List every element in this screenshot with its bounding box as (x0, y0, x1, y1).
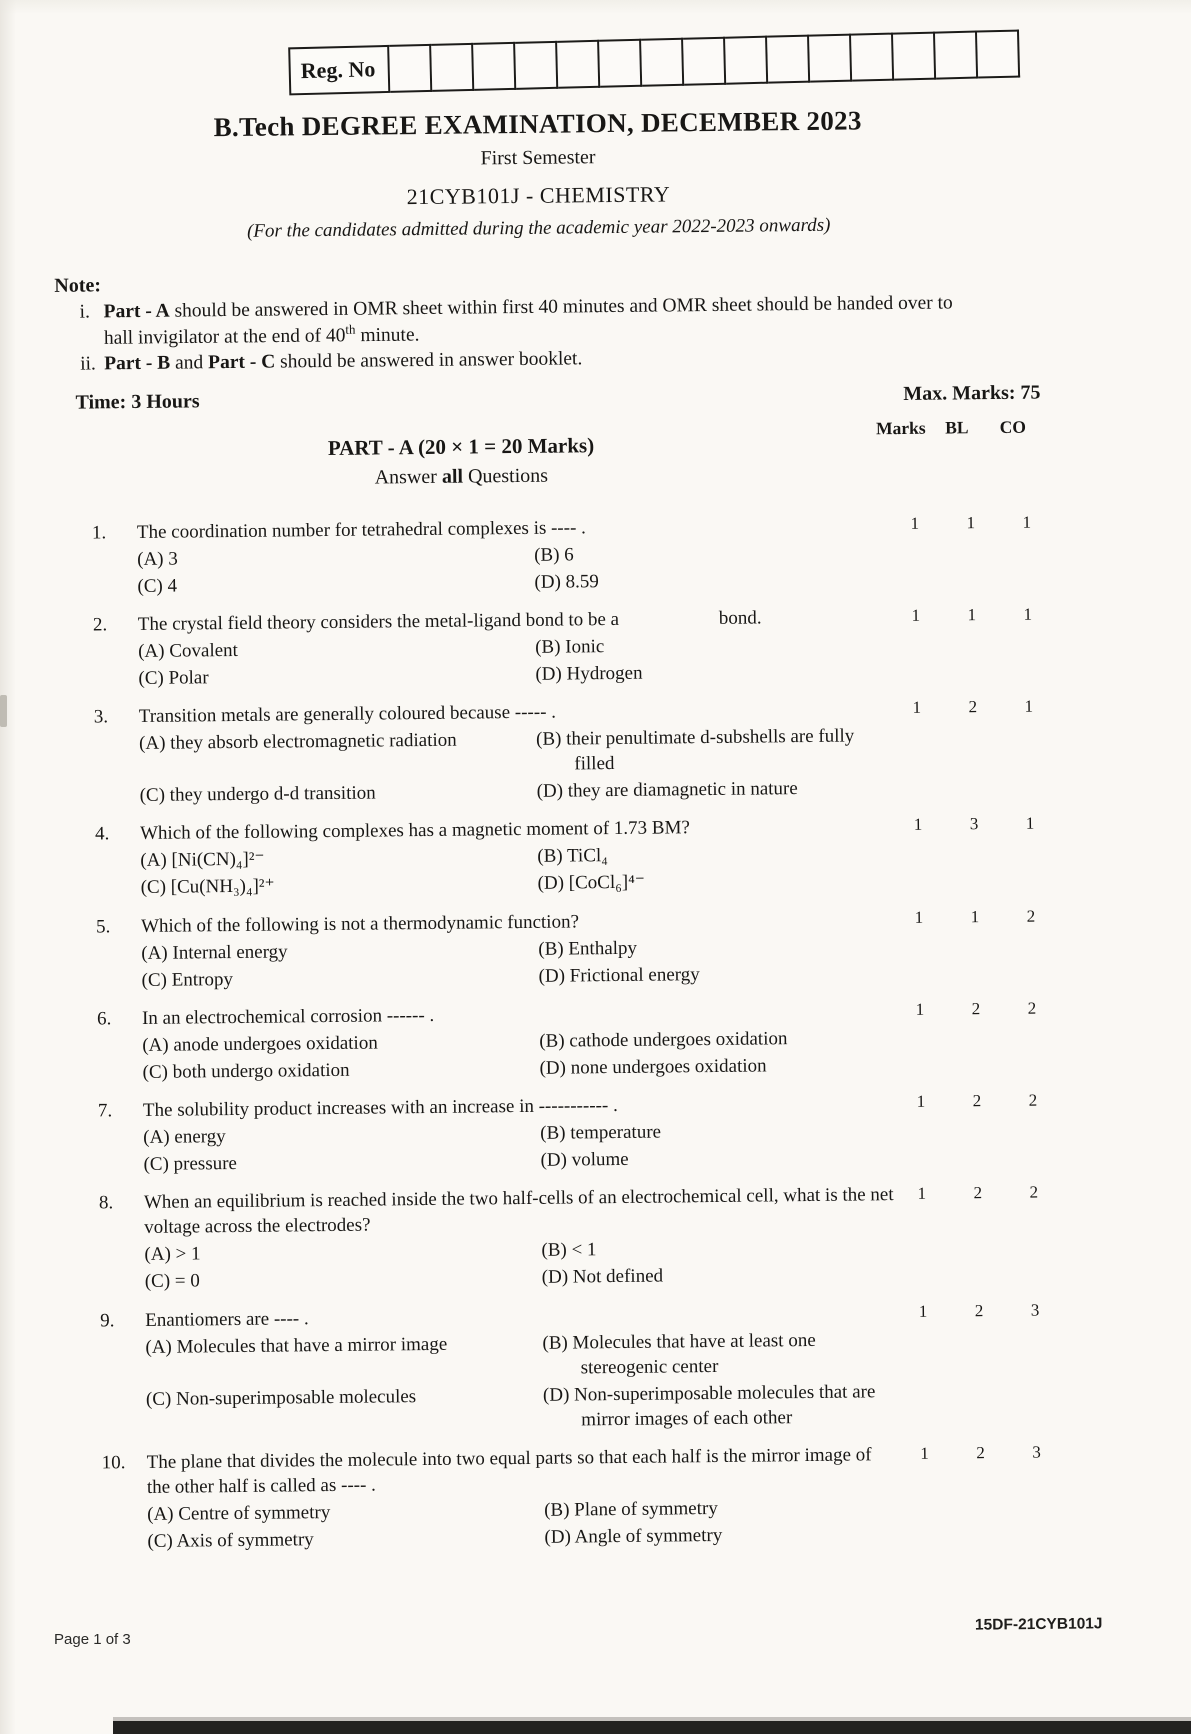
question-number: 1. (91, 521, 107, 543)
question-co: 1 (1024, 696, 1034, 716)
question-co: 2 (1028, 1090, 1038, 1110)
question-co: 3 (1032, 1442, 1041, 1462)
question-mark-values (887, 510, 1055, 535)
bl-col-header: BL (945, 416, 969, 438)
question-options (137, 539, 888, 599)
question-text: Enantiomers are ---- . (145, 1307, 309, 1331)
question-option: (D) none undergoes oxidation (539, 1055, 767, 1079)
question-row (3, 602, 1084, 693)
page-number: Page 1 of 3 (54, 1631, 131, 1648)
question-co: 1 (1025, 813, 1035, 834)
question-option: (C) they undergo d-d transition (139, 782, 376, 807)
question-option: (A) 3 (137, 548, 178, 570)
question-option: (A) Covalent (138, 639, 238, 662)
reg-number-cell (599, 39, 642, 88)
question-bl: 2 (972, 1091, 982, 1111)
co-col-header: CO (999, 416, 1027, 437)
question-body (145, 1300, 896, 1437)
question-marks: 1 (920, 1443, 929, 1463)
question-mark-values (889, 694, 1057, 719)
question-co: 2 (1026, 906, 1036, 926)
note-item-i (79, 290, 979, 352)
question-row (2, 510, 1083, 601)
question-number: 4. (94, 823, 110, 845)
question-bl: 3 (969, 814, 979, 834)
question-option: (A) Molecules that have a mirror image (145, 1333, 448, 1358)
question-number: 3. (93, 706, 109, 728)
question-row (7, 996, 1088, 1087)
question-text: Which of the following is not a thermodynamic function? (140, 910, 580, 937)
question-marks: 1 (917, 1184, 927, 1204)
question-mark-values (891, 904, 1059, 929)
scan-edge-artifact (113, 1721, 1191, 1734)
question-option: (A) Internal energy (141, 941, 288, 964)
question-mark-values (892, 996, 1060, 1021)
question-text: The crystal field theory considers the metal-ligand bond to be a bond. (137, 607, 762, 635)
question-body (144, 1182, 895, 1294)
note-item-ii-number: ii. (80, 353, 96, 375)
course-title: 21CYB101J - CHEMISTRY (406, 181, 671, 210)
reg-number-cell (809, 34, 852, 83)
semester-subtitle: First Semester (480, 146, 596, 170)
question-number: 7. (97, 1100, 113, 1122)
note-label: Note: (54, 274, 102, 297)
reg-number-cell (431, 43, 474, 92)
question-row (9, 1180, 1090, 1296)
question-co: 2 (1029, 1182, 1039, 1202)
note-item-i-number: i. (79, 301, 91, 323)
question-option: (C) [Cu(NH₃)₄]²⁺ (140, 876, 275, 899)
question-bl: 2 (974, 1300, 984, 1320)
reg-number-grid (288, 28, 1077, 95)
question-marks: 1 (915, 999, 925, 1019)
question-option: (B) cathode undergoes oxidation (539, 1028, 788, 1052)
reg-number-cell (641, 38, 684, 87)
question-mark-values (894, 1181, 1062, 1206)
question-bl: 2 (968, 697, 978, 717)
question-options (141, 933, 892, 993)
admission-note: (For the candidates admitted during the academic year 2022-2023 onwards) (246, 214, 831, 242)
question-option: (D) Not defined (541, 1266, 664, 1289)
question-option: (A) Centre of symmetry (147, 1502, 331, 1526)
question-row (10, 1298, 1091, 1439)
question-bl: 1 (970, 906, 980, 926)
question-option: (B) Enthalpy (538, 937, 638, 960)
question-row (8, 1088, 1089, 1179)
question-co: 2 (1027, 998, 1037, 1018)
question-mark-values (896, 1440, 1064, 1465)
question-number: 6. (96, 1008, 112, 1030)
question-body (143, 1090, 894, 1177)
question-option: (D) Frictional energy (538, 963, 700, 987)
question-option: (C) Non-superimposable molecules (145, 1385, 417, 1410)
note-item-ii-text: Part - B and Part - C should be answered in answer booklet. (104, 348, 583, 375)
question-row (5, 811, 1086, 902)
question-bl: 2 (976, 1443, 985, 1463)
reg-number-cell (977, 30, 1020, 79)
question-bl: 1 (967, 604, 977, 625)
question-option: (A) they absorb electromagnetic radiation (139, 729, 457, 755)
question-body (147, 1442, 898, 1554)
question-option: (C) Axis of symmetry (147, 1529, 314, 1553)
question-body (140, 813, 891, 900)
scan-smudge-artifact (0, 695, 7, 727)
reg-number-cell (725, 36, 768, 85)
reg-number-cell (683, 37, 726, 86)
question-option: (B) Plane of symmetry (544, 1498, 718, 1521)
reg-number-cell (935, 31, 978, 80)
question-row (12, 1440, 1093, 1556)
question-option: (C) pressure (143, 1153, 238, 1176)
question-option: (D) Angle of symmetry (544, 1525, 723, 1548)
question-option: (D) 8.59 (534, 570, 599, 593)
paper-code: 15DF-21CYB101J (975, 1615, 1104, 1634)
question-option: (A) > 1 (144, 1243, 201, 1266)
question-text: When an equilibrium is reached inside the two half-cells of an electrochemical cell, what is the net voltage across the electrodes? (143, 1184, 894, 1239)
question-row (6, 904, 1087, 995)
exam-title: B.Tech DEGREE EXAMINATION, DECEMBER 2023 (213, 105, 862, 143)
question-option: (C) both undergo oxidation (142, 1059, 350, 1083)
time-allowed-label: Time: 3 Hours (75, 389, 200, 414)
question-marks: 1 (913, 815, 923, 835)
question-options (143, 1117, 894, 1177)
reg-number-cell (389, 44, 432, 93)
question-option: (B) Molecules that have at least one stereogenic center (542, 1329, 816, 1379)
question-text: Which of the following complexes has a magnetic moment of 1.73 BM? (139, 817, 690, 845)
questions-list (2, 510, 1093, 1556)
question-mark-values (890, 812, 1058, 837)
question-text: The plane that divides the molecule into two equal parts so that each half is the mirror image of the other half is called as ---- . (146, 1444, 872, 1498)
question-body (137, 512, 888, 599)
question-number: 5. (95, 915, 111, 937)
question-option: (B) < 1 (541, 1239, 597, 1262)
question-text: Transition metals are generally coloured because ----- . (138, 701, 557, 727)
question-co: 1 (1023, 604, 1033, 624)
question-body (142, 998, 893, 1085)
question-option: (D) Hydrogen (535, 662, 643, 685)
question-option: (C) Entropy (141, 968, 234, 991)
question-marks: 1 (912, 697, 922, 717)
question-option: (C) = 0 (144, 1270, 200, 1293)
question-option: (B) 6 (534, 544, 574, 566)
question-mark-values (888, 602, 1056, 627)
question-option: (A) anode undergoes oxidation (142, 1032, 378, 1056)
question-option: (D) [CoCl₆]⁴⁻ (537, 872, 645, 895)
question-option: (B) their penultimate d-subshells are fully filled (535, 725, 855, 775)
question-option: (D) they are diamagnetic in nature (536, 778, 798, 803)
question-option: (B) temperature (540, 1121, 662, 1144)
answer-instruction: Answer all Questions (374, 464, 549, 489)
question-bl: 1 (966, 512, 976, 532)
reg-number-cell (473, 42, 516, 91)
question-options (138, 631, 889, 691)
question-text: The coordination number for tetrahedral complexes is ---- . (136, 516, 586, 543)
question-options (142, 1025, 893, 1085)
question-option: (C) Polar (138, 667, 209, 689)
question-option: (D) volume (540, 1149, 629, 1171)
question-number: 2. (92, 614, 108, 636)
question-marks: 1 (910, 513, 920, 533)
exam-paper-page (0, 50, 1191, 1734)
question-option: (A) energy (143, 1126, 226, 1149)
question-options (147, 1494, 898, 1554)
question-options (139, 723, 890, 808)
question-option: (B) Ionic (535, 635, 605, 658)
question-option: (C) 4 (137, 575, 178, 597)
part-a-heading: PART - A (20 × 1 = 20 Marks) (327, 432, 595, 460)
question-co: 3 (1030, 1300, 1040, 1320)
question-option: (A) [Ni(CN)₄]²⁻ (140, 849, 265, 872)
question-body (141, 906, 892, 993)
question-marks: 1 (916, 1091, 926, 1111)
question-text: In an electrochemical corrosion ------ . (141, 1004, 435, 1029)
question-co: 1 (1022, 512, 1032, 532)
question-body (138, 604, 889, 691)
question-mark-values (893, 1088, 1061, 1113)
question-options (140, 841, 891, 901)
reg-number-cell (893, 32, 936, 81)
question-bl: 2 (973, 1183, 983, 1203)
note-item-i-text: Part - A should be answered in OMR sheet within first 40 minutes and OMR sheet should be handed over to hall invigilator at the end of 40th minute. (103, 292, 953, 350)
question-body (139, 696, 890, 808)
question-options (145, 1327, 896, 1437)
marks-column-headers (873, 416, 1041, 439)
question-number: 8. (98, 1192, 114, 1214)
question-number: 9. (100, 1309, 115, 1331)
max-marks-label: Max. Marks: 75 (903, 381, 1041, 405)
question-marks: 1 (918, 1301, 928, 1321)
question-number: 10. (101, 1452, 126, 1474)
question-option: (B) TiCl₄ (537, 845, 608, 868)
reg-number-cell (557, 40, 600, 89)
question-bl: 2 (971, 998, 981, 1019)
reg-number-cell (767, 35, 810, 84)
question-options (144, 1235, 895, 1295)
question-marks: 1 (914, 907, 924, 927)
question-option: (D) Non-superimposable molecules that are mirror images of each other (542, 1381, 876, 1431)
reg-number-label: Reg. No (288, 45, 390, 95)
question-row (4, 694, 1085, 810)
reg-number-cell (515, 41, 558, 90)
question-mark-values (895, 1298, 1063, 1323)
question-text: The solubility product increases with an increase in ----------- . (142, 1095, 618, 1121)
marks-col-header: Marks (875, 417, 926, 438)
reg-number-cell (851, 33, 894, 82)
question-marks: 1 (911, 605, 921, 625)
